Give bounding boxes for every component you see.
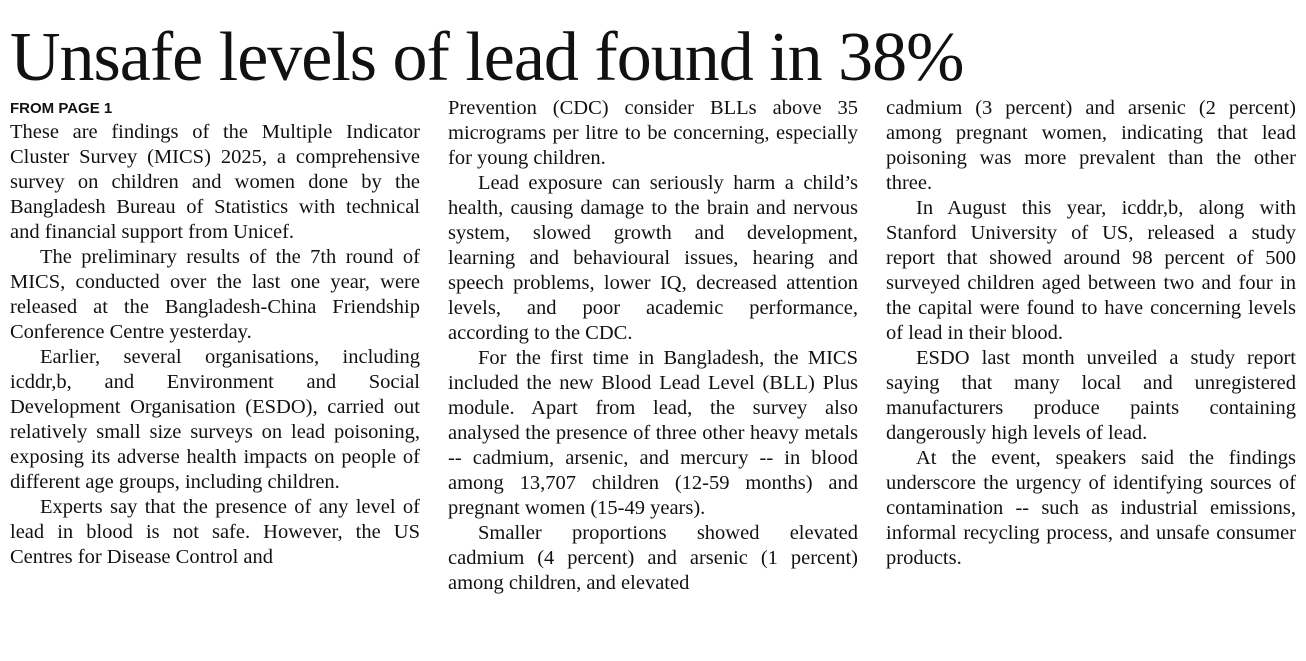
paragraph: cadmium (3 percent) and arsenic (2 percent) among pregnant women, indicating that lead poisoning was more prevalent than the other three.: [886, 97, 1296, 194]
article-column-1: [10, 96, 420, 570]
paragraph: In August this year, icddr,b, along with Stanford University of US, released a study report that showed around 98 percent of 500 surveyed children aged between two and four in the capital were found to have concerning levels of lead in their blood.: [886, 197, 1296, 344]
paragraph: Earlier, several organisations, including icddr,b, and Environment and Social Development Organisation (ESDO), carried out relatively small size surveys on lead poisoning, exposing its adverse health impacts on people of different age groups, including children.: [10, 346, 420, 493]
paragraph: These are findings of the Multiple Indicator Cluster Survey (MICS) 2025, a comprehensive survey on children and women done by the Bangladesh Bureau of Statistics with technical and financial support from Unicef.: [10, 121, 420, 243]
article-column-3: [886, 96, 1296, 571]
paragraph: For the first time in Bangladesh, the MICS included the new Blood Lead Level (BLL) Plus module. Apart from lead, the survey also analysed the presence of three other heavy metals -- cadmium, arsenic, and mercury -- in blood among 13,707 children (12-59 months) and pregnant women (15-49 years).: [448, 347, 858, 519]
article-column-2: [448, 96, 858, 596]
paragraph: Experts say that the presence of any level of lead in blood is not safe. However, the US Centres for Disease Control and: [10, 496, 420, 568]
paragraph: Prevention (CDC) consider BLLs above 35 micrograms per litre to be concerning, especially for young children.: [448, 97, 858, 169]
headline: Unsafe levels of lead found in 38%: [10, 19, 964, 96]
jump-line: FROM PAGE 1: [10, 100, 113, 117]
paragraph: Lead exposure can seriously harm a child’s health, causing damage to the brain and nervous system, slowed growth and development, learning and behavioural issues, hearing and speech problems, lower IQ, decreased attention levels, and poor academic performance, according to the CDC.: [448, 172, 858, 344]
paragraph: At the event, speakers said the findings underscore the urgency of identifying sources of contamination -- such as industrial emissions, informal recycling process, and unsafe consumer products.: [886, 447, 1296, 569]
paragraph: ESDO last month unveiled a study report saying that many local and unregistered manufacturers produce paints containing dangerously high levels of lead.: [886, 347, 1296, 444]
paragraph: Smaller proportions showed elevated cadmium (4 percent) and arsenic (1 percent) among children, and elevated: [448, 522, 858, 594]
paragraph: The preliminary results of the 7th round of MICS, conducted over the last one year, were released at the Bangladesh-China Friendship Conference Centre yesterday.: [10, 246, 420, 343]
